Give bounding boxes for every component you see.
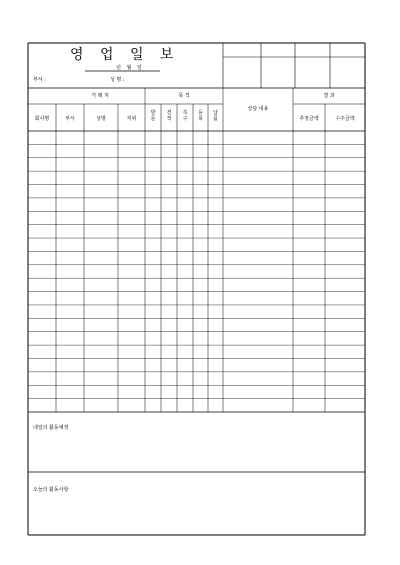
column-company: 회사명 [34, 116, 50, 122]
column-order-amount: 수주금액 [335, 116, 355, 122]
header-consultation: 상담 내용 [247, 106, 269, 112]
today-activity-label: 오늘의 활동사항 [33, 487, 69, 493]
column-name: 성명 [96, 116, 106, 122]
column-department: 부서 [65, 116, 75, 122]
column-estimated-amount: 추정금액 [299, 116, 319, 122]
column-delivery: 납 품 [213, 110, 218, 122]
tomorrow-plan-label: 내일의 활동예정 [33, 425, 69, 431]
column-estimate: 견 적 [166, 110, 172, 122]
column-visit: 방 문 [150, 110, 156, 122]
header-client: 거 래 처 [91, 93, 109, 99]
name-label: 성 명 : [110, 77, 125, 83]
header-result: 결 과 [323, 93, 335, 99]
column-register: 등 록 [198, 110, 203, 122]
document-title: 영 업 일 보 [70, 47, 180, 63]
header-purpose: 목 적 [178, 93, 190, 99]
column-position: 직위 [126, 116, 137, 122]
department-label: 부서 : [33, 77, 46, 83]
column-measure: 측 구 [182, 110, 188, 122]
date-line: 년 월 일 [116, 65, 144, 71]
